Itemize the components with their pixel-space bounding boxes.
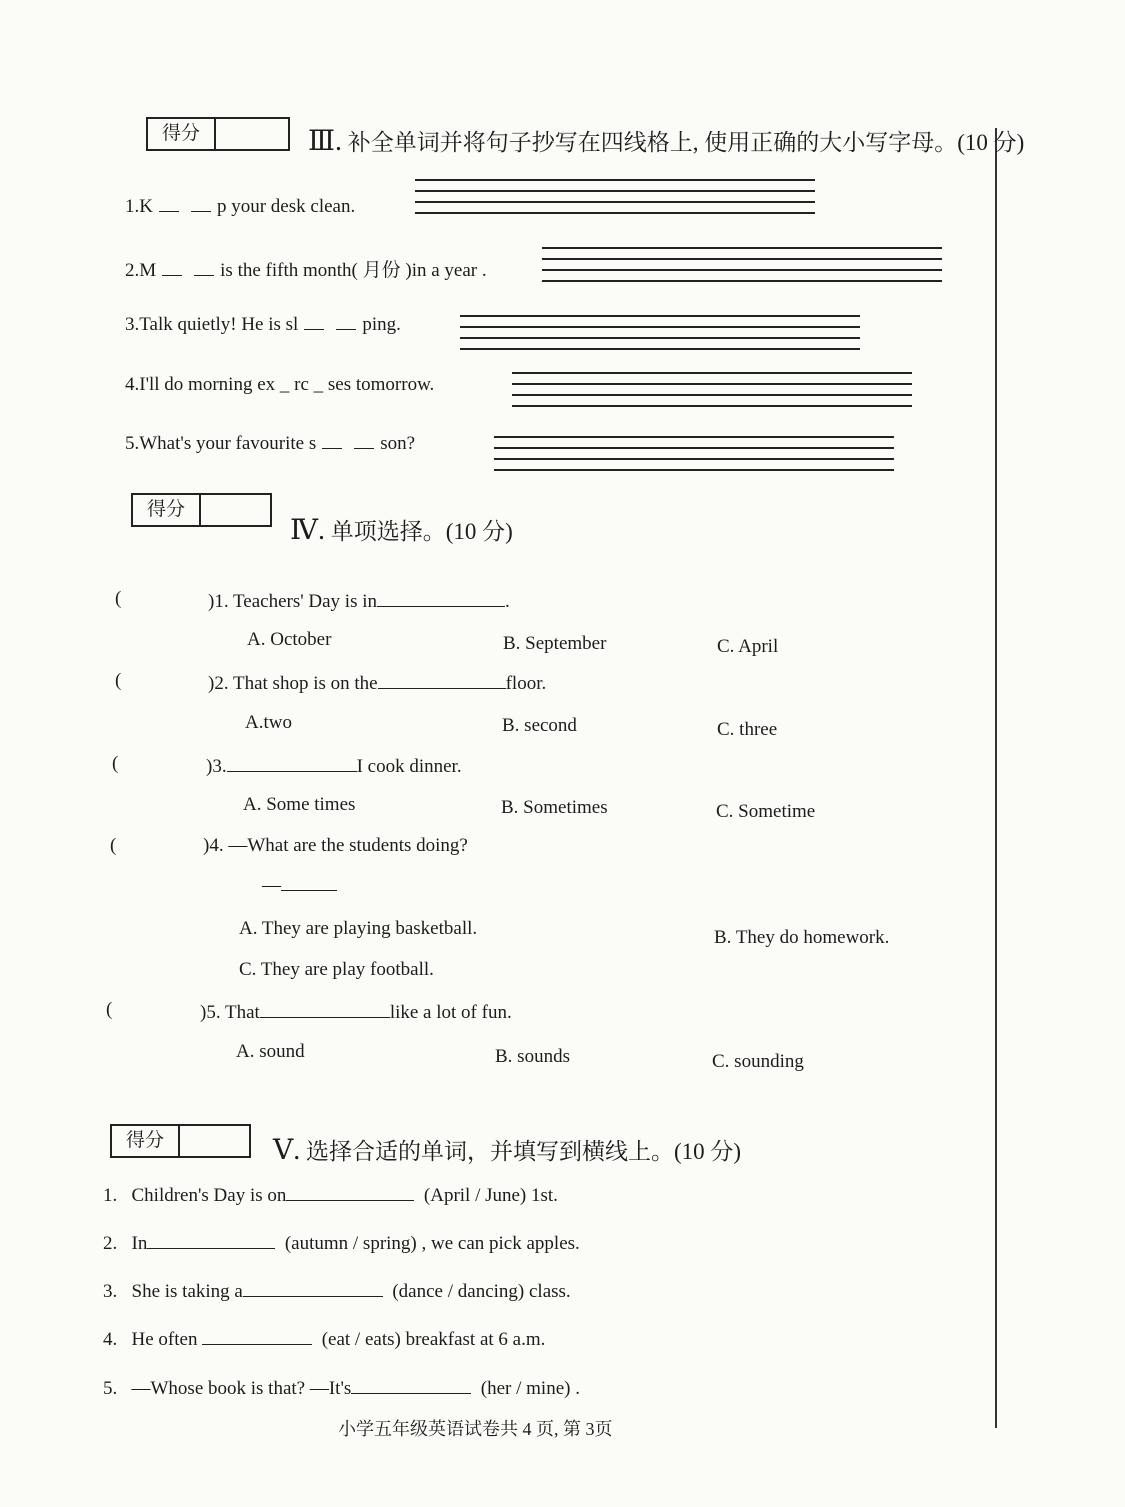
answer-paren-2[interactable]: ( — [115, 670, 122, 691]
s5-item-3: 3. She is taking a (dance / dancing) class. — [103, 1278, 571, 1303]
s5-blank-3[interactable] — [243, 1278, 383, 1297]
s5-blank-2[interactable] — [147, 1230, 275, 1249]
answer-paren-1[interactable]: ( — [115, 588, 122, 609]
section-5-heading — [273, 1133, 741, 1167]
s5-item-1: 1. Children's Day is on (April / June) 1st. — [103, 1182, 558, 1207]
s3-writing-lines-1[interactable] — [415, 179, 815, 223]
s3-item-1: 1.K p your desk clean. — [125, 196, 356, 217]
q1-blank[interactable] — [377, 588, 505, 607]
q1-option-b[interactable]: B. September — [503, 633, 607, 654]
s3-writing-lines-5[interactable] — [494, 436, 894, 480]
s3-item-2: 2.M is the fifth month( 月份 )in a year . — [125, 260, 487, 281]
q1-stem: )1. Teachers' Day is in . — [208, 588, 510, 613]
s3-writing-lines-2[interactable] — [542, 247, 942, 291]
section-3-heading — [308, 124, 1024, 158]
q1-option-a[interactable]: A. October — [247, 629, 332, 650]
q3-blank[interactable] — [227, 753, 357, 772]
q5-option-b[interactable]: B. sounds — [495, 1046, 570, 1067]
q2-option-b[interactable]: B. second — [502, 715, 577, 736]
q1-option-c[interactable]: C. April — [717, 636, 779, 657]
s5-item-2: 2. In (autumn / spring) , we can pick apples. — [103, 1230, 580, 1255]
answer-paren-4[interactable]: ( — [110, 835, 117, 856]
s5-item-4: 4. He often (eat / eats) breakfast at 6 a.m. — [103, 1326, 545, 1351]
s3-writing-lines-3[interactable] — [460, 315, 860, 359]
q4-option-c[interactable]: C. They are play football. — [239, 959, 434, 980]
q5-option-c[interactable]: C. sounding — [712, 1051, 804, 1072]
section-4-number: Ⅳ. — [290, 515, 325, 546]
s3-item-3: 3.Talk quietly! He is sl ping. — [125, 314, 401, 335]
section-3-title: 补全单词并将句子抄写在四线格上, 使用正确的大小写字母。(10 分) — [347, 130, 1025, 155]
s5-blank-4[interactable] — [202, 1326, 312, 1345]
s5-blank-5[interactable] — [351, 1375, 471, 1394]
q5-blank[interactable] — [260, 999, 390, 1018]
score-box-3 — [146, 117, 290, 151]
q4-blank[interactable] — [281, 872, 337, 891]
s5-blank-1[interactable] — [286, 1182, 414, 1201]
score-blank[interactable] — [216, 119, 288, 149]
q2-stem: )2. That shop is on the floor. — [208, 670, 546, 695]
q2-option-a[interactable]: A.two — [245, 712, 292, 733]
section-5-title: 选择合适的单词，并填写到横线上。(10 分) — [305, 1139, 742, 1164]
score-label: 得分 — [148, 119, 216, 149]
q2-option-c[interactable]: C. three — [717, 719, 778, 740]
q5-option-a[interactable]: A. sound — [236, 1041, 305, 1062]
score-blank[interactable] — [180, 1126, 249, 1156]
page-edge-rule — [995, 128, 997, 1428]
q4-answer-line: — — [262, 872, 337, 897]
score-box-4 — [131, 493, 272, 527]
score-label: 得分 — [133, 495, 201, 525]
q4-option-b[interactable]: B. They do homework. — [714, 927, 890, 948]
q3-option-a[interactable]: A. Some times — [243, 794, 356, 815]
s3-item-5: 5.What's your favourite s son? — [125, 433, 416, 454]
answer-paren-5[interactable]: ( — [106, 999, 113, 1020]
s3-writing-lines-4[interactable] — [512, 372, 912, 416]
section-4-heading — [290, 513, 513, 547]
q3-option-c[interactable]: C. Sometime — [716, 801, 816, 822]
s5-item-5: 5. —Whose book is that? —It's (her / mine) . — [103, 1375, 580, 1400]
section-4-title: 单项选择。(10 分) — [330, 519, 513, 544]
s3-item-4: 4.I'll do morning ex _ rc _ ses tomorrow. — [125, 374, 435, 395]
q4-option-a[interactable]: A. They are playing basketball. — [239, 918, 478, 939]
q5-stem: )5. That like a lot of fun. — [200, 999, 512, 1024]
q4-stem: )4. —What are the students doing? — [203, 835, 468, 856]
section-3-number: Ⅲ. — [308, 126, 343, 157]
q2-blank[interactable] — [378, 670, 506, 689]
section-5-number: Ⅴ. — [273, 1135, 301, 1166]
score-box-5 — [110, 1124, 251, 1158]
score-blank[interactable] — [201, 495, 270, 525]
answer-paren-3[interactable]: ( — [112, 753, 119, 774]
q3-option-b[interactable]: B. Sometimes — [501, 797, 608, 818]
page-footer: 小学五年级英语试卷共 4 页, 第 3页 — [338, 1419, 613, 1439]
score-label: 得分 — [112, 1126, 180, 1156]
q3-stem: )3. I cook dinner. — [206, 753, 462, 778]
